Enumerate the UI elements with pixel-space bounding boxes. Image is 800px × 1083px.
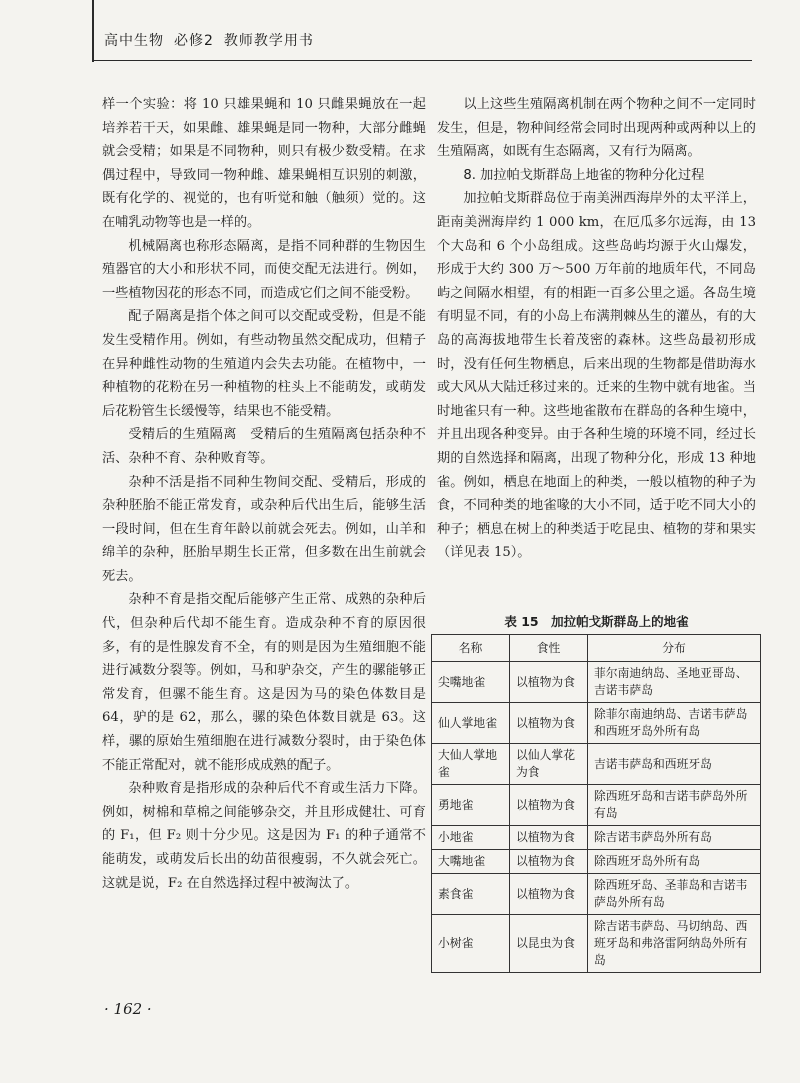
header-book: 高中生物 xyxy=(104,33,164,49)
table-header-row xyxy=(432,635,761,662)
cell-diet: 以植物为食 xyxy=(510,874,588,915)
table-row xyxy=(432,826,761,850)
left-paragraph-1: 样一个实验：将 10 只雄果蝇和 10 只雌果蝇放在一起培养若干天，如果雌、雄果蝇是同一物种，大部分雌蝇就会受精；如果是不同物种，则只有极少数受精。在求偶过程中，导致同一物种雌、雄果蝇相互识别的刺激，既有化学的、视觉的，也有听觉和触（触须）觉的。这在哺乳动物等也是一样的。 xyxy=(102,97,426,230)
table-row xyxy=(432,744,761,785)
cell-diet: 以仙人掌花为食 xyxy=(510,744,588,785)
table-row xyxy=(432,915,761,973)
table-row xyxy=(432,785,761,826)
left-paragraph-5: 杂种不活是指不同种生物间交配、受精后，形成的杂种胚胎不能正常发育，或杂种后代出生后，能够生活一段时间，但在生育年龄以前就会死去。例如，山羊和绵羊的杂种，胚胎早期生长正常，但多数在出生前就会死去。 xyxy=(102,474,426,584)
header-rule-horizontal xyxy=(92,60,752,61)
left-paragraph-2: 机械隔离也称形态隔离，是指不同种群的生物因生殖器官的大小和形状不同，而使交配无法进行。例如，一些植物因花的形态不同，而造成它们之间不能受粉。 xyxy=(102,238,426,301)
header-name: 名称 xyxy=(432,635,510,662)
table-row xyxy=(432,874,761,915)
finch-table xyxy=(431,634,761,973)
page-number: · 162 · xyxy=(104,1000,152,1018)
left-paragraph-4: 受精后的生殖隔离 受精后的生殖隔离包括杂种不活、杂种不育、杂种败育等。 xyxy=(102,427,426,466)
cell-name: 大嘴地雀 xyxy=(432,850,510,874)
cell-diet: 以植物为食 xyxy=(510,785,588,826)
header-distribution: 分布 xyxy=(588,635,761,662)
cell-name: 尖嘴地雀 xyxy=(432,662,510,703)
cell-name: 素食雀 xyxy=(432,874,510,915)
cell-diet: 以植物为食 xyxy=(510,703,588,744)
left-paragraph-7: 杂种败育是指形成的杂种后代不育或生活力下降。例如，树棉和草棉之间能够杂交，并且形成健壮、可育的 F₁，但 F₂ 则十分少见。这是因为 F₁ 的种子通常不能萌发，或萌发后长出的幼苗很瘦弱，不久就会死亡。这就是说，F₂ 在自然选择过程中被淘汰了。 xyxy=(102,781,426,891)
running-header xyxy=(104,30,324,50)
cell-distribution: 除西班牙岛和吉诺韦萨岛外所有岛 xyxy=(588,785,761,826)
cell-diet: 以昆虫为食 xyxy=(510,915,588,973)
cell-distribution: 除菲尔南迪纳岛、吉诺韦萨岛和西班牙岛外所有岛 xyxy=(588,703,761,744)
cell-diet: 以植物为食 xyxy=(510,662,588,703)
cell-distribution: 除吉诺韦萨岛、马切纳岛、西班牙岛和弗洛雷阿纳岛外所有岛 xyxy=(588,915,761,973)
left-paragraph-6: 杂种不育是指交配后能够产生正常、成熟的杂种后代，但杂种后代却不能生育。造成杂种不育的原因很多，有的是性腺发育不全，有的则是因为生殖细胞不能进行减数分裂等。例如，马和驴杂交，产生的骡能够正常发育，但骡不能生育。这是因为马的染色体数目是 64，驴的是 62，那么，骡的染色体数目就是 63。这样，骡的原始生殖细胞在进行减数分裂时，由于染色体不能正常配对，就不能形成成熟的配子。 xyxy=(102,592,426,773)
cell-name: 勇地雀 xyxy=(432,785,510,826)
cell-name: 小树雀 xyxy=(432,915,510,973)
cell-diet: 以植物为食 xyxy=(510,826,588,850)
header-edition: 教师教学用书 xyxy=(223,33,314,49)
header-rule-vertical xyxy=(92,0,94,62)
table-caption: 表 15 加拉帕戈斯群岛上的地雀 xyxy=(504,614,689,629)
cell-distribution: 菲尔南迪纳岛、圣地亚哥岛、吉诺韦萨岛 xyxy=(588,662,761,703)
left-paragraph-3: 配子隔离是指个体之间可以交配或受粉，但是不能发生受精作用。例如，有些动物虽然交配成功，但精子在异种雌性动物的生殖道内会失去功能。在植物中，一种植物的花粉在另一种植物的柱头上不能萌发，或萌发后花粉管生长缓慢等，结果也不能受精。 xyxy=(102,309,426,419)
cell-name: 小地雀 xyxy=(432,826,510,850)
table-row xyxy=(432,850,761,874)
right-paragraph-2: 加拉帕戈斯群岛位于南美洲西海岸外的太平洋上，距南美洲海岸约 1 000 km，在厄瓜多尔远海，由 13 个大岛和 6 个小岛组成。这些岛屿均源于火山爆发，形成于大约 300 万～500 万年前的地质年代，不同岛屿之间隔水相望，有的相距一百多公里之遥。各岛生境有明显不同，有的小岛上布满荆棘丛生的灌丛，有的大岛的高海拔地带生长着茂密的森林。这些岛最初形成时，没有任何生物栖息，后来出现的生物都是借助海水或大风从大陆迁移过来的。迁来的生物中就有地雀。当时地雀只有一种。这些地雀散布在群岛的各种生境中，并且出现各种变异。由于各种生境的环境不同，经过长期的自然选择和隔离，出现了物种分化，形成 13 种地雀。例如，栖息在地面上的种类，一般以植物的种子为食，不同种类的地雀喙的大小不同，适于吃不同大小的种子；栖息在树上的种类适于吃昆虫、植物的芽和果实（详见表 15）。 xyxy=(437,191,756,561)
cell-name: 大仙人掌地雀 xyxy=(432,744,510,785)
section-heading: 8. 加拉帕戈斯群岛上地雀的物种分化过程 xyxy=(463,167,705,183)
header-diet: 食性 xyxy=(510,635,588,662)
cell-diet: 以植物为食 xyxy=(510,850,588,874)
cell-distribution: 除吉诺韦萨岛外所有岛 xyxy=(588,826,761,850)
cell-distribution: 除西班牙岛、圣菲岛和吉诺韦萨岛外所有岛 xyxy=(588,874,761,915)
table-row xyxy=(432,703,761,744)
right-paragraph-1: 以上这些生殖隔离机制在两个物种之间不一定同时发生，但是，物种间经常会同时出现两种或两种以上的生殖隔离，如既有生态隔离，又有行为隔离。 xyxy=(437,97,756,160)
header-volume: 必修2 xyxy=(174,33,214,49)
cell-distribution: 除西班牙岛外所有岛 xyxy=(588,850,761,874)
right-column xyxy=(437,93,756,565)
left-column xyxy=(102,93,426,895)
table-row xyxy=(432,662,761,703)
cell-name: 仙人掌地雀 xyxy=(432,703,510,744)
cell-distribution: 吉诺韦萨岛和西班牙岛 xyxy=(588,744,761,785)
